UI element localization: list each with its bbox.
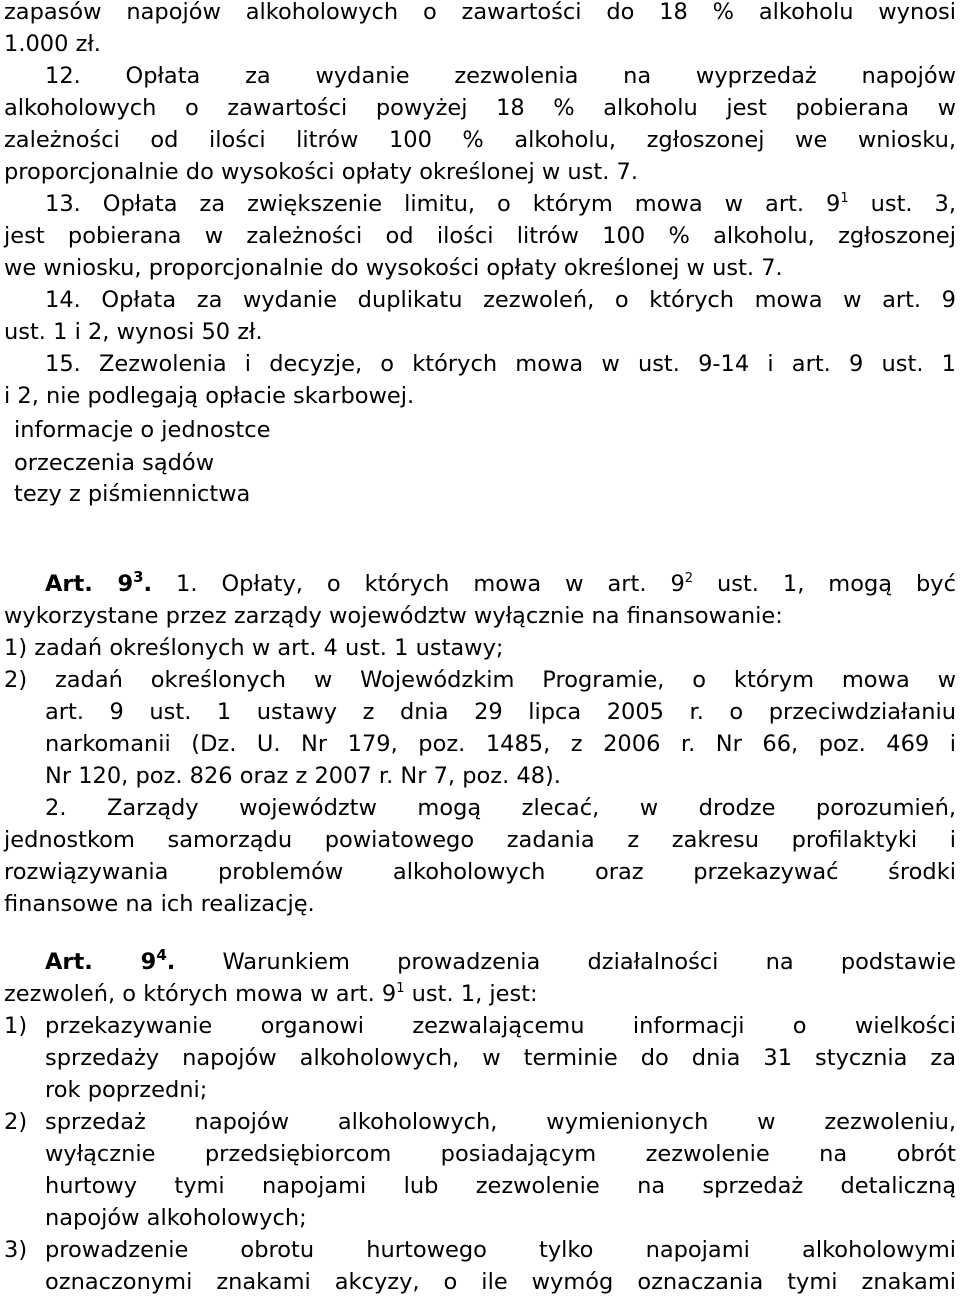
text-segment: ust. 1, mogą być xyxy=(693,571,956,597)
paragraph-13-start xyxy=(45,188,956,220)
article-9-4-heading xyxy=(45,946,956,978)
text-segment: zezwoleń, o których mowa w art. 9 xyxy=(4,981,397,1007)
list-item: 2) zadań określonych w Wojewódzkim Programie, o którym mowa w xyxy=(4,667,956,693)
article-dot: . xyxy=(143,571,153,597)
paragraph-15-start: 15. Zezwolenia i decyzje, o których mowa w ust. 9-14 i art. 9 ust. 1 xyxy=(45,351,956,377)
text-line: zapasów napojów alkoholowych o zawartości do 18 % alkoholu wynosi xyxy=(4,0,956,25)
list-item: 1) zadań określonych w art. 4 ust. 1 ustawy; xyxy=(4,635,504,661)
text-line: jednostkom samorządu powiatowego zadania z zakresu profilaktyki i xyxy=(4,827,956,853)
text-line: 1.000 zł. xyxy=(4,31,101,57)
text-line: proporcjonalnie do wysokości opłaty określonej w ust. 7. xyxy=(4,159,638,185)
paragraph-12-start: 12. Opłata za wydanie zezwolenia na wyprzedaż napojów xyxy=(45,63,956,89)
text-line: jest pobierana w zależności od ilości litrów 100 % alkoholu, zgłoszonej xyxy=(4,223,956,249)
text-line: hurtowy tymi napojami lub zezwolenie na sprzedaż detaliczną xyxy=(45,1173,956,1199)
text-line xyxy=(4,978,956,1010)
superscript: 4 xyxy=(156,946,167,964)
superscript: 1 xyxy=(396,981,405,996)
text-line: wykorzystane przez zarządy województw wyłącznie na finansowanie: xyxy=(4,603,783,629)
article-dot: . xyxy=(166,949,176,975)
text-segment: 13. Opłata za zwiększenie limitu, o którym mowa w art. 9 xyxy=(45,191,841,217)
article-9-3-heading xyxy=(45,568,956,600)
link-court-rulings[interactable]: orzeczenia sądów xyxy=(14,450,215,476)
superscript: 3 xyxy=(133,568,144,586)
text-line: rozwiązywania problemów alkoholowych oraz przekazywać środki xyxy=(4,859,956,885)
paragraph-14-start: 14. Opłata za wydanie duplikatu zezwoleń, o których mowa w art. 9 xyxy=(45,287,956,313)
paragraph-2-start: 2. Zarządy województw mogą zlecać, w drodze porozumień, xyxy=(45,795,956,821)
list-item: przekazywanie organowi zezwalającemu informacji o wielkości xyxy=(45,1013,956,1039)
article-number: Art. 9 xyxy=(45,571,134,597)
link-literature-theses[interactable]: tezy z piśmiennictwa xyxy=(14,481,251,507)
article-number: Art. 9 xyxy=(45,949,157,975)
text-line: ust. 1 i 2, wynosi 50 zł. xyxy=(4,319,263,345)
superscript: 1 xyxy=(840,191,849,206)
superscript: 2 xyxy=(684,571,694,586)
text-line: alkoholowych o zawartości powyżej 18 % alkoholu jest pobierana w xyxy=(4,95,956,121)
text-line: we wniosku, proporcjonalnie do wysokości opłaty określonej w ust. 7. xyxy=(4,255,783,281)
link-unit-info[interactable]: informacje o jednostce xyxy=(14,417,271,443)
list-number: 1) xyxy=(4,1013,28,1039)
text-line: sprzedaży napojów alkoholowych, w terminie do dnia 31 stycznia za xyxy=(45,1045,956,1071)
text-segment: ust. 1, jest: xyxy=(404,981,538,1007)
text-line: napojów alkoholowych; xyxy=(45,1205,307,1231)
text-line: finansowe na ich realizację. xyxy=(4,891,315,917)
article-label xyxy=(45,568,153,597)
text-line: wyłącznie przedsiębiorcom posiadającym zezwolenie na obrót xyxy=(45,1141,956,1167)
text-line: narkomanii (Dz. U. Nr 179, poz. 1485, z 2006 r. Nr 66, poz. 469 i xyxy=(45,731,956,757)
list-item: sprzedaż napojów alkoholowych, wymienionych w zezwoleniu, xyxy=(45,1109,956,1135)
text-segment: 1. Opłaty, o których mowa w art. 9 xyxy=(152,571,685,597)
text-line: art. 9 ust. 1 ustawy z dnia 29 lipca 2005 r. o przeciwdziałaniu xyxy=(45,699,956,725)
list-item: prowadzenie obrotu hurtowego tylko napojami alkoholowymi xyxy=(45,1237,956,1263)
text-segment: Warunkiem prowadzenia działalności na podstawie xyxy=(175,949,956,975)
list-number: 2) xyxy=(4,1109,28,1135)
text-line: zależności od ilości litrów 100 % alkoholu, zgłoszonej we wniosku, xyxy=(4,127,956,153)
text-line: rok poprzedni; xyxy=(45,1077,208,1103)
list-number: 3) xyxy=(4,1237,28,1263)
text-line: Nr 120, poz. 826 oraz z 2007 r. Nr 7, poz. 48). xyxy=(45,763,561,789)
text-line: oznaczonymi znakami akcyzy, o ile wymóg oznaczania tymi znakami xyxy=(45,1269,956,1295)
text-segment: ust. 3, xyxy=(848,191,956,217)
article-label xyxy=(45,946,176,975)
text-line: i 2, nie podlegają opłacie skarbowej. xyxy=(4,383,415,409)
